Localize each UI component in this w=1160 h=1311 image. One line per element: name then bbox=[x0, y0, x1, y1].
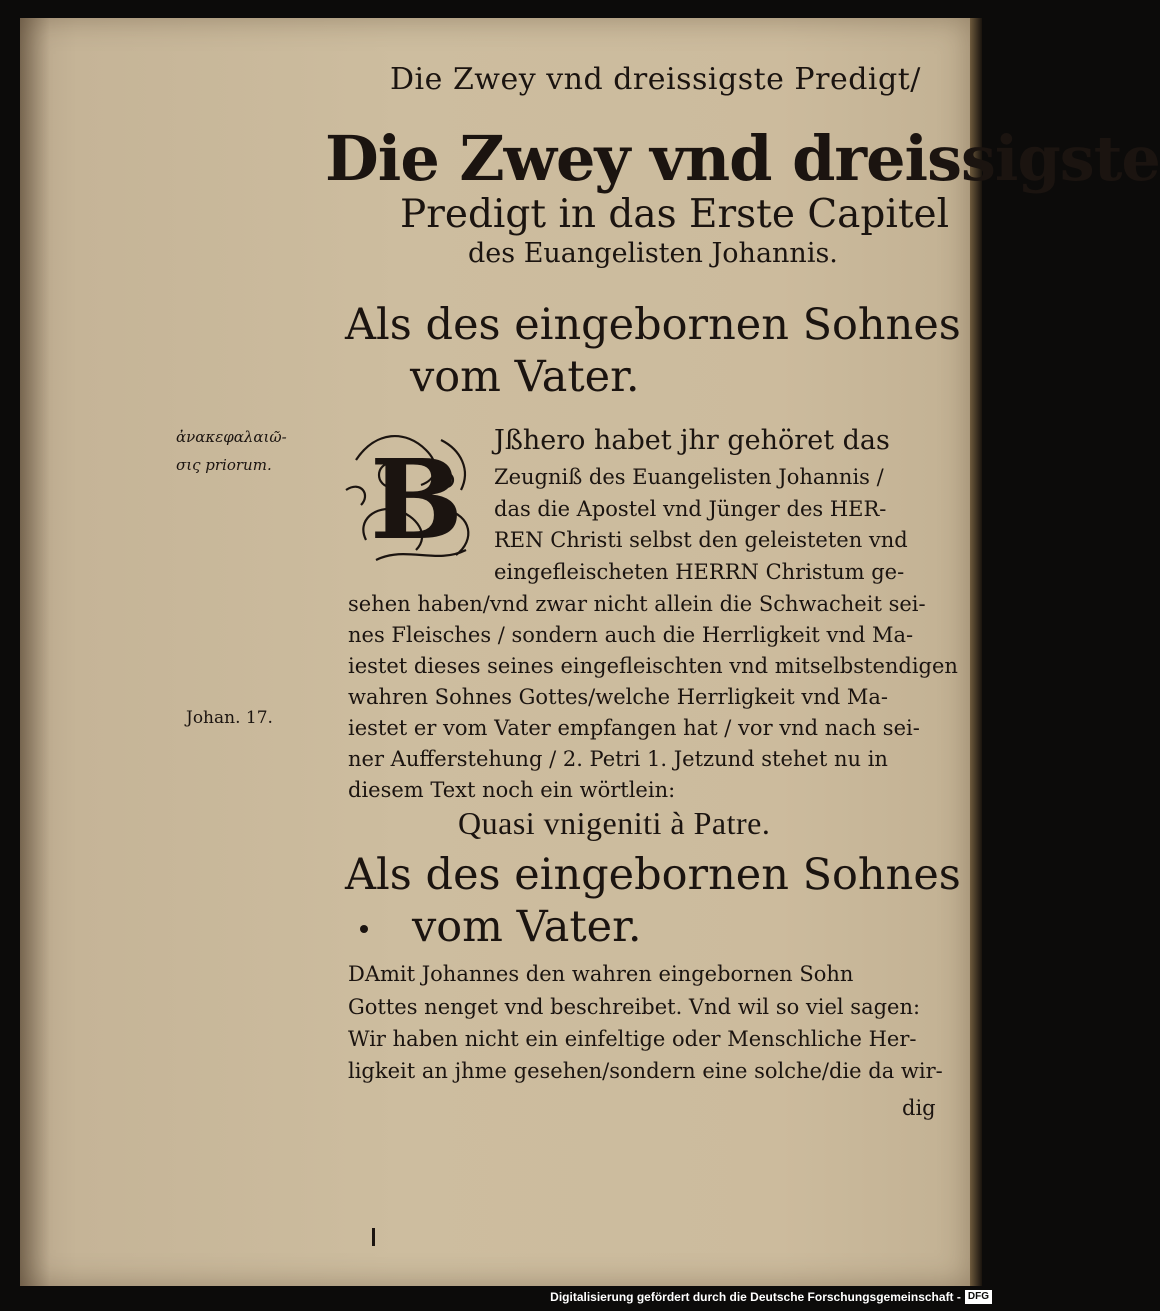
bullet-mark bbox=[360, 925, 368, 933]
decorated-initial-ornament bbox=[336, 420, 486, 570]
paragraph-1-line: Jßhero habet jhr gehöret das bbox=[494, 425, 890, 456]
margin-note-reference: Johan. 17. bbox=[186, 708, 273, 728]
paragraph-1-line: das die Apostel vnd Jünger des HER- bbox=[494, 497, 887, 521]
paragraph-1-line: REN Christi selbst den geleisteten vnd bbox=[494, 528, 908, 552]
latin-quote: Quasi vnigeniti à Patre. bbox=[458, 805, 771, 841]
sermon-title-line3: des Euangelisten Johannis. bbox=[468, 238, 838, 269]
section-heading-2-line2: vom Vater. bbox=[412, 902, 642, 952]
section-heading-2-line1: Als des eingebornen Sohnes bbox=[345, 850, 961, 900]
footer-text: Digitalisierung gefördert durch die Deutsche Forschungsgemeinschaft - bbox=[550, 1290, 961, 1304]
decorated-initial bbox=[336, 420, 486, 570]
catchword: dig bbox=[902, 1096, 936, 1120]
digitization-footer bbox=[550, 1290, 992, 1304]
dfg-logo: DFG bbox=[965, 1290, 992, 1304]
paragraph-1-line: wahren Sohnes Gottes/welche Herrligkeit vnd Ma- bbox=[348, 685, 889, 709]
paragraph-2-line: Gottes nenget vnd beschreibet. Vnd wil so viel sagen: bbox=[348, 995, 921, 1019]
paragraph-2-line: Wir haben nicht ein einfeltige oder Menschliche Her- bbox=[348, 1027, 917, 1051]
margin-note-greek-line1: ἀνακεφαλαιῶ- bbox=[176, 428, 287, 446]
running-head: Die Zwey vnd dreissigste Predigt/ bbox=[390, 62, 921, 97]
section-heading-line2: vom Vater. bbox=[410, 352, 640, 402]
paragraph-1-line: iestet er vom Vater empfangen hat / vor vnd nach sei- bbox=[348, 716, 920, 740]
paragraph-1-line: iestet dieses seines eingefleischten vnd mitselbstendigen bbox=[348, 654, 958, 678]
paragraph-2-line: ligkeit an jhme gesehen/sondern eine solche/die da wir- bbox=[348, 1059, 943, 1083]
sermon-title-line2: Predigt in das Erste Capitel bbox=[400, 192, 950, 237]
page-edge bbox=[970, 18, 982, 1286]
paragraph-1-line: diesem Text noch ein wörtlein: bbox=[348, 778, 676, 802]
gutter-shadow bbox=[20, 18, 50, 1286]
paragraph-2-line: DAmit Johannes den wahren eingebornen Sohn bbox=[348, 962, 854, 986]
paragraph-1-line: sehen haben/vnd zwar nicht allein die Schwacheit sei- bbox=[348, 592, 926, 616]
initial-letter: B bbox=[370, 435, 463, 564]
paragraph-1-line: ner Aufferstehung / 2. Petri 1. Jetzund stehet nu in bbox=[348, 747, 888, 771]
paragraph-1-line: nes Fleisches / sondern auch die Herrligkeit vnd Ma- bbox=[348, 623, 914, 647]
margin-note-greek-line2: σις priorum. bbox=[176, 456, 272, 474]
paragraph-1-line: eingefleischeten HERRN Christum ge- bbox=[494, 560, 905, 584]
section-heading-line1: Als des eingebornen Sohnes bbox=[345, 300, 961, 350]
sermon-title-line1: Die Zwey vnd dreissigste bbox=[325, 122, 1160, 195]
ink-mark bbox=[372, 1228, 375, 1246]
paragraph-1-line: Zeugniß des Euangelisten Johannis / bbox=[494, 465, 884, 489]
